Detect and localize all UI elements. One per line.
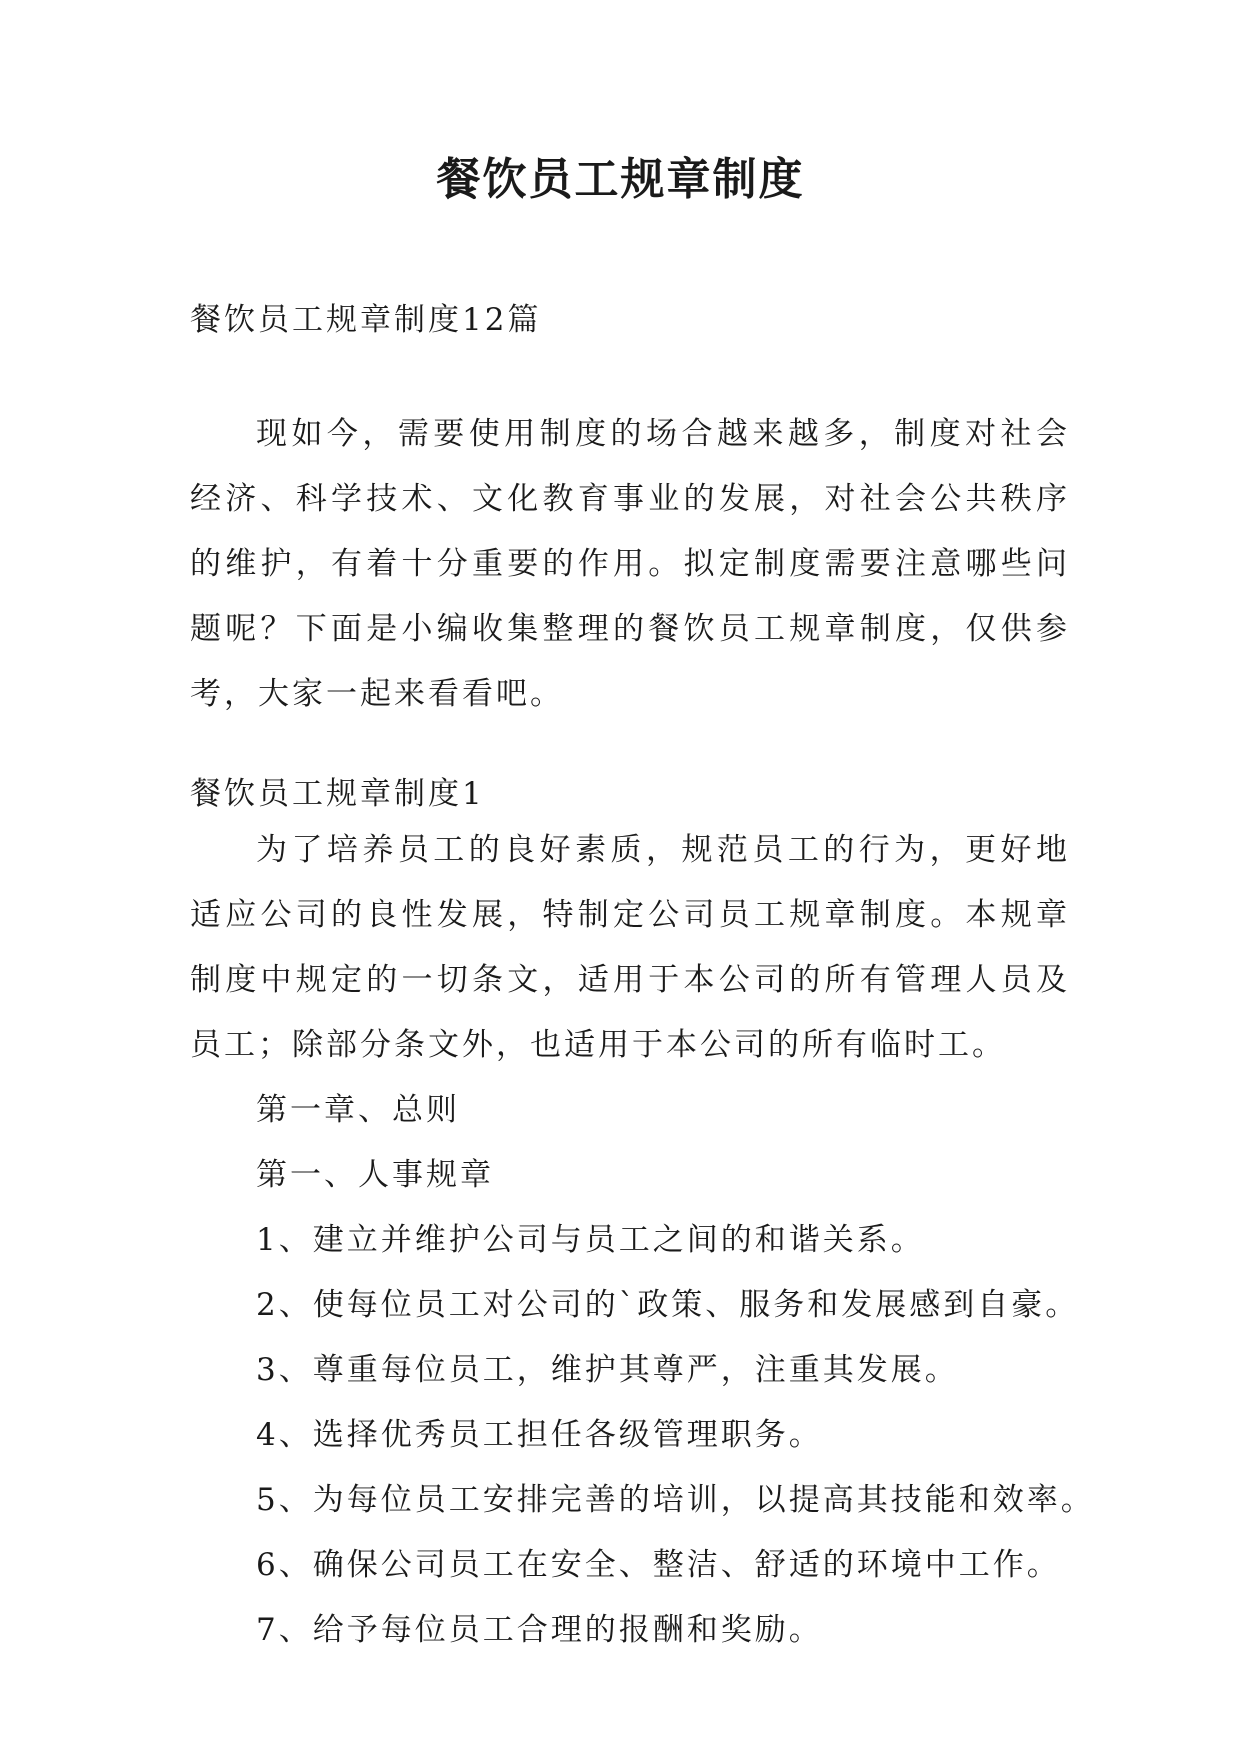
list-item: 7、给予每位员工合理的报酬和奖励。 [256, 1612, 823, 1648]
section-body [190, 818, 1095, 1663]
list-item: 6、确保公司员工在安全、整洁、舒适的环境中工作。 [256, 1547, 1061, 1583]
document-subtitle: 餐饮员工规章制度12篇 [190, 302, 542, 338]
list-item: 4、选择优秀员工担任各级管理职务。 [256, 1417, 823, 1453]
section-paragraph: 为了培养员工的良好素质，规范员工的行为，更好地适应公司的良性发展，特制定公司员工规章制度。本规章制度中规定的一切条文，适用于本公司的所有管理人员及员工；除部分条文外，也适用于本公司的所有临时工。 [190, 832, 1070, 1063]
document-title: 餐饮员工规章制度 [436, 154, 805, 205]
chapter-heading: 第一章、总则 [256, 1092, 460, 1128]
list-item: 3、尊重每位员工，维护其尊严，注重其发展。 [256, 1352, 959, 1388]
section-heading: 餐饮员工规章制度1 [190, 776, 485, 812]
subchapter-heading: 第一、人事规章 [256, 1157, 494, 1193]
intro-paragraph: 现如今，需要使用制度的场合越来越多，制度对社会经济、科学技术、文化教育事业的发展，对社会公共秩序的维护，有着十分重要的作用。拟定制度需要注意哪些问题呢？下面是小编收集整理的餐饮员工规章制度，仅供参考，大家一起来看看吧。 [190, 416, 1070, 712]
list-item: 1、建立并维护公司与员工之间的和谐关系。 [256, 1222, 925, 1258]
list-item: 2、使每位员工对公司的`政策、服务和发展感到自豪。 [256, 1287, 1080, 1323]
list-item: 5、为每位员工安排完善的培训，以提高其技能和效率。 [256, 1482, 1095, 1518]
